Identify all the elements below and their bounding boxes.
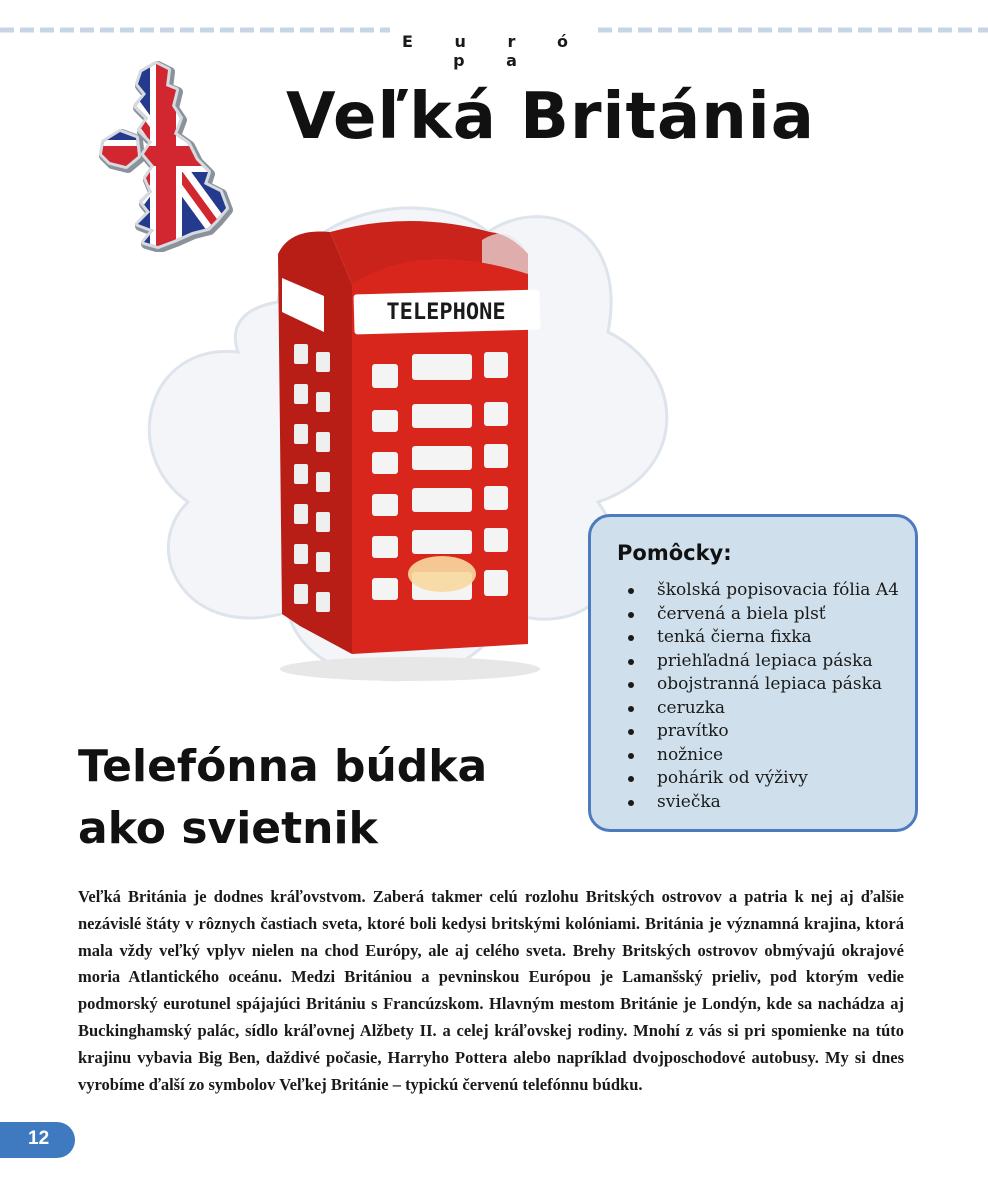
tools-item: pohárik od výživy [625, 767, 899, 791]
stitch-border-left [0, 24, 390, 36]
telephone-booth-image [260, 214, 560, 684]
header-band [0, 10, 988, 70]
tools-item: sviečka [625, 791, 899, 815]
subtitle-line-1: Telefónna búdka [78, 741, 488, 792]
page-title: Veľká Británia [286, 80, 815, 154]
tools-box [588, 514, 918, 832]
section-label: E u r ó p a [402, 32, 586, 70]
tools-item: ceruzka [625, 697, 899, 721]
tools-title: Pomôcky: [617, 541, 732, 565]
intro-paragraph: Veľká Británia je dodnes kráľovstvom. Zaberá takmer celú rozlohu Britských ostrovov a patria k nej aj ďalšie nezávislé štáty v rôznych častiach sveta, ktoré boli kedysi britskými kolóniami. Británia je významná krajina, ktorá mala vždy veľký vplyv nielen na chod Európy, ale aj celého sveta. Brehy Britských ostrovov obmývajú okrajové moria Atlantického oceánu. Medzi Britániou a pevninskou Európou je Lamanšský prieliv, pod ktorým vedie podmorský eurotunel spájajúci Britániu s Francúzskom. Hlavným mestom Británie je Londýn, kde sa nachádza aj Buckinghamský palác, sídlo kráľovnej Alžbety II. a celej kráľovskej rodiny. Mnohí z vás si pri spomienke na túto krajinu vybavia Big Ben, daždivé počasie, Harryho Pottera alebo napríklad dvojposchodové autobusy. My si dnes vyrobíme ďalší zo symbolov Veľkej Británie – typickú červenú telefónnu búdku. [78, 887, 904, 1094]
tools-item: obojstranná lepiaca páska [625, 673, 899, 697]
tools-item: tenká čierna fixka [625, 626, 899, 650]
stitch-border-right [598, 24, 988, 36]
tools-item: pravítko [625, 720, 899, 744]
page-number-tab [0, 1122, 75, 1158]
tools-item: priehľadná lepiaca páska [625, 650, 899, 674]
tools-item: nožnice [625, 744, 899, 768]
tools-list [625, 579, 899, 814]
booth-sign: TELEPHONE [386, 300, 506, 325]
tools-item: školská popisovacia fólia A4 [625, 579, 899, 603]
project-subtitle [78, 736, 558, 860]
tools-item: červená a biela plsť [625, 603, 899, 627]
subtitle-line-2: ako svietnik [78, 803, 378, 854]
page-number: 12 [28, 1128, 50, 1149]
